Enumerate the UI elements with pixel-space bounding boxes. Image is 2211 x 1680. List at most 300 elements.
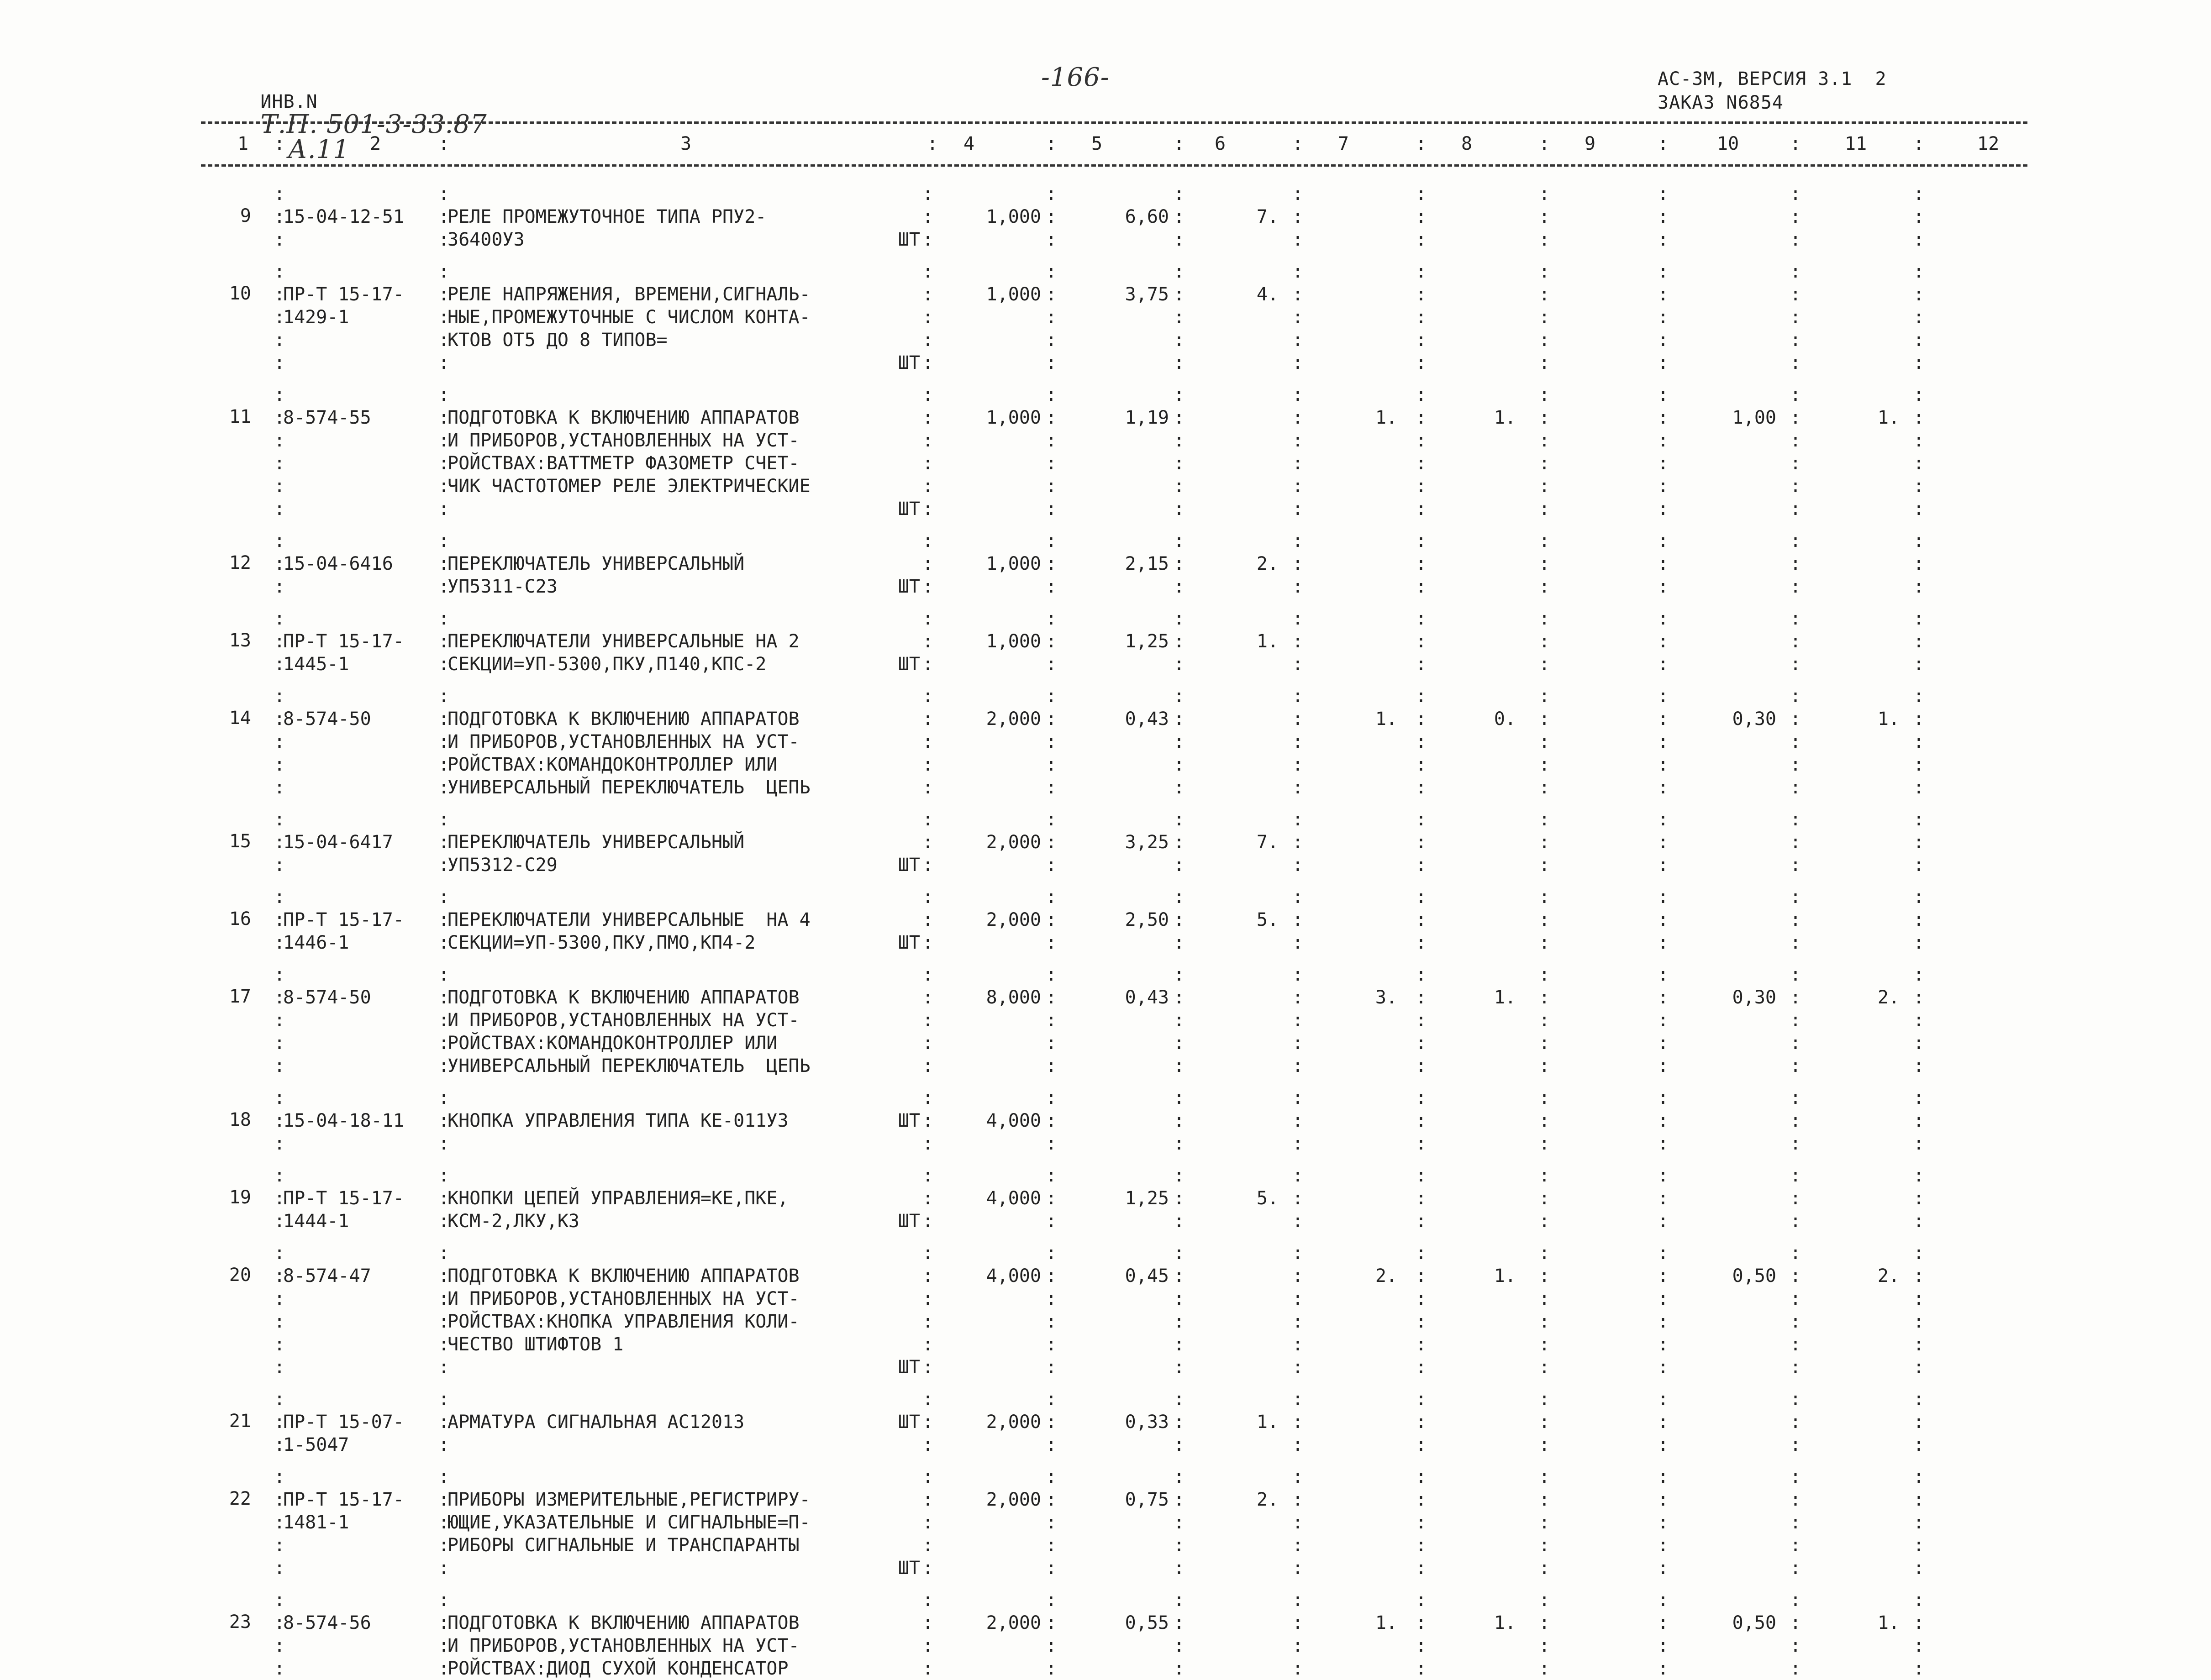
column-header: 3 — [680, 133, 692, 154]
cell-separator: : — [922, 686, 934, 707]
cell-separator: : — [1790, 430, 1801, 451]
cell-separator: : — [1658, 832, 1669, 853]
cell-separator: : — [922, 1188, 934, 1209]
cell-separator: : — [1539, 530, 1550, 551]
cell-separator: : — [1658, 1211, 1669, 1232]
cell-separator: : — [274, 987, 285, 1008]
cell-separator: : — [922, 476, 934, 497]
cell-separator: : — [1046, 1033, 1057, 1054]
cell-separator: : — [1046, 1334, 1057, 1355]
cell-separator: : — [1790, 284, 1801, 305]
cell-separator: : — [1913, 1033, 1925, 1054]
cell-c4: 2,000 — [986, 832, 1041, 853]
cell-separator: : — [922, 1133, 934, 1154]
cell-separator: : — [438, 476, 450, 497]
cell-c6: 5. — [1256, 1188, 1279, 1209]
cell-separator: : — [1913, 608, 1925, 629]
cell-separator: : — [1046, 430, 1057, 451]
cell-separator: : — [922, 731, 934, 752]
row-description: ПЕРЕКЛЮЧАТЕЛИ УНИВЕРСАЛЬНЫЕ НА 2 — [447, 631, 800, 652]
cell-separator: : — [1539, 654, 1550, 675]
cell-separator: : — [922, 1288, 934, 1309]
cell-separator: : — [1913, 284, 1925, 305]
cell-separator: : — [1790, 1211, 1801, 1232]
row-description: НЫЕ,ПРОМЕЖУТОЧНЫЕ С ЧИСЛОМ КОНТА- — [447, 307, 811, 328]
cell-separator: : — [1174, 608, 1185, 629]
cell-separator: : — [1174, 1357, 1185, 1378]
cell-separator: : — [438, 932, 450, 953]
cell-separator: : — [1913, 887, 1925, 908]
cell-c4: 2,000 — [986, 1489, 1041, 1510]
cell-separator: : — [1539, 932, 1550, 953]
row-unit: ШТ — [898, 352, 920, 373]
cell-separator: : — [438, 1211, 450, 1232]
cell-separator: : — [1416, 987, 1427, 1008]
column-header: 7 — [1338, 133, 1349, 154]
cell-separator: : — [274, 307, 285, 328]
cell-separator: : — [1658, 1434, 1669, 1455]
cell-separator: : — [1174, 1612, 1185, 1633]
cell-separator: : — [1046, 1265, 1057, 1286]
cell-separator: : — [1046, 184, 1057, 205]
cell-separator: : — [1658, 1412, 1669, 1433]
cell-separator: : — [274, 1357, 285, 1378]
cell-separator: : — [1174, 1087, 1185, 1108]
cell-separator: : — [1174, 530, 1185, 551]
cell-separator: : — [1539, 731, 1550, 752]
cell-separator: : — [1416, 284, 1427, 305]
row-description: АРМАТУРА СИГНАЛЬНАЯ АС12013 — [447, 1412, 745, 1433]
row-description: И ПРИБОРОВ,УСТАНОВЛЕННЫХ НА УСТ- — [447, 731, 800, 752]
row-description: ПОДГОТОВКА К ВКЛЮЧЕНИЮ АППАРАТОВ — [447, 709, 800, 730]
column-separator: : — [1790, 133, 1801, 154]
cell-separator: : — [1416, 576, 1427, 597]
cell-separator: : — [1416, 384, 1427, 405]
cell-separator: : — [1292, 453, 1304, 474]
row-description: РОЙСТВАХ:КОМАНДОКОНТРОЛЛЕР ИЛИ — [447, 1033, 778, 1054]
cell-separator: : — [438, 1133, 450, 1154]
cell-separator: : — [1790, 1412, 1801, 1433]
row-number: 11 — [229, 406, 251, 427]
cell-separator: : — [1539, 1188, 1550, 1209]
cell-separator: : — [1292, 1635, 1304, 1656]
cell-separator: : — [1790, 1110, 1801, 1131]
row-code: 15-04-12-51 — [283, 206, 404, 227]
row-code: 1444-1 — [283, 1211, 349, 1232]
cell-separator: : — [438, 430, 450, 451]
cell-separator: : — [1174, 553, 1185, 574]
cell-separator: : — [274, 1535, 285, 1556]
cell-c5: 3,75 — [1125, 284, 1169, 305]
cell-separator: : — [274, 709, 285, 730]
cell-separator: : — [438, 855, 450, 876]
row-unit: ШТ — [898, 1110, 920, 1131]
cell-separator: : — [274, 1489, 285, 1510]
cell-separator: : — [1174, 987, 1185, 1008]
cell-separator: : — [1539, 261, 1550, 282]
cell-c4: 4,000 — [986, 1265, 1041, 1286]
cell-separator: : — [1658, 206, 1669, 227]
cell-separator: : — [1913, 1265, 1925, 1286]
cell-separator: : — [922, 576, 934, 597]
cell-separator: : — [274, 1590, 285, 1611]
cell-separator: : — [1046, 453, 1057, 474]
cell-separator: : — [1046, 964, 1057, 985]
cell-separator: : — [438, 608, 450, 629]
cell-separator: : — [1416, 530, 1427, 551]
cell-separator: : — [1539, 352, 1550, 373]
cell-separator: : — [1658, 1133, 1669, 1154]
row-description: ПОДГОТОВКА К ВКЛЮЧЕНИЮ АППАРАТОВ — [447, 1612, 800, 1633]
cell-separator: : — [274, 1265, 285, 1286]
cell-separator: : — [1913, 1288, 1925, 1309]
cell-separator: : — [1658, 284, 1669, 305]
cell-separator: : — [1292, 754, 1304, 775]
cell-separator: : — [1174, 576, 1185, 597]
cell-separator: : — [1046, 832, 1057, 853]
cell-separator: : — [274, 430, 285, 451]
cell-separator: : — [1046, 476, 1057, 497]
cell-separator: : — [1539, 1535, 1550, 1556]
cell-separator: : — [1790, 1612, 1801, 1633]
cell-separator: : — [1174, 1165, 1185, 1186]
cell-separator: : — [1292, 777, 1304, 798]
cell-separator: : — [1292, 1165, 1304, 1186]
cell-separator: : — [922, 631, 934, 652]
cell-separator: : — [1046, 1087, 1057, 1108]
cell-c5: 3,25 — [1125, 832, 1169, 853]
cell-separator: : — [1913, 1466, 1925, 1487]
cell-separator: : — [1913, 809, 1925, 830]
cell-separator: : — [1046, 777, 1057, 798]
cell-c5: 2,15 — [1125, 553, 1169, 574]
cell-separator: : — [1913, 1489, 1925, 1510]
cell-separator: : — [1539, 887, 1550, 908]
cell-c7: 3. — [1375, 987, 1397, 1008]
cell-separator: : — [922, 1612, 934, 1633]
cell-separator: : — [1174, 832, 1185, 853]
row-number: 23 — [229, 1612, 251, 1633]
cell-separator: : — [1416, 1466, 1427, 1487]
cell-c5: 1,25 — [1125, 1188, 1169, 1209]
cell-separator: : — [1658, 384, 1669, 405]
cell-separator: : — [1913, 686, 1925, 707]
cell-separator: : — [1913, 430, 1925, 451]
cell-separator: : — [1174, 1243, 1185, 1264]
cell-separator: : — [274, 1087, 285, 1108]
cell-separator: : — [1539, 1165, 1550, 1186]
cell-separator: : — [1913, 553, 1925, 574]
cell-separator: : — [1790, 1489, 1801, 1510]
row-number: 19 — [229, 1187, 251, 1208]
cell-separator: : — [274, 1434, 285, 1455]
cell-separator: : — [1174, 631, 1185, 652]
cell-separator: : — [1292, 1288, 1304, 1309]
cell-separator: : — [1292, 1489, 1304, 1510]
cell-separator: : — [1416, 1110, 1427, 1131]
cell-separator: : — [1790, 1311, 1801, 1332]
cell-separator: : — [922, 499, 934, 520]
cell-separator: : — [1539, 330, 1550, 351]
cell-separator: : — [274, 631, 285, 652]
cell-separator: : — [1658, 1033, 1669, 1054]
order-number: ЗАКАЗ N6854 — [1658, 92, 1784, 113]
column-header: 11 — [1845, 133, 1867, 154]
cell-c6: 5. — [1256, 909, 1279, 930]
row-code: 15-04-18-11 — [283, 1110, 404, 1131]
cell-c4: 2,000 — [986, 709, 1041, 730]
cell-separator: : — [922, 709, 934, 730]
cell-c7: 1. — [1375, 709, 1397, 730]
cell-separator: : — [1174, 731, 1185, 752]
cell-separator: : — [1790, 307, 1801, 328]
cell-separator: : — [1539, 987, 1550, 1008]
cell-separator: : — [1790, 1535, 1801, 1556]
cell-separator: : — [1046, 1010, 1057, 1031]
cell-separator: : — [922, 1558, 934, 1579]
cell-separator: : — [1174, 229, 1185, 250]
cell-separator: : — [922, 809, 934, 830]
header-rule — [201, 164, 2027, 167]
cell-separator: : — [1913, 330, 1925, 351]
cell-separator: : — [1416, 453, 1427, 474]
cell-separator: : — [274, 1055, 285, 1076]
cell-separator: : — [1790, 407, 1801, 428]
cell-separator: : — [1174, 1010, 1185, 1031]
column-header: 8 — [1461, 133, 1473, 154]
cell-separator: : — [1046, 1412, 1057, 1433]
cell-separator: : — [1292, 1211, 1304, 1232]
cell-separator: : — [1292, 499, 1304, 520]
cell-separator: : — [1292, 384, 1304, 405]
row-code: 15-04-6417 — [283, 832, 393, 853]
cell-c6: 2. — [1256, 553, 1279, 574]
cell-separator: : — [1658, 1512, 1669, 1533]
cell-separator: : — [1046, 855, 1057, 876]
cell-separator: : — [1658, 1612, 1669, 1633]
cell-separator: : — [438, 1535, 450, 1556]
inventory-number-handwritten: Т.П. 501-3-33.87 — [260, 110, 487, 139]
cell-separator: : — [1174, 1635, 1185, 1656]
cell-separator: : — [922, 1033, 934, 1054]
cell-separator: : — [438, 1512, 450, 1533]
row-unit: ШТ — [898, 855, 920, 876]
row-code: 8-574-50 — [283, 987, 371, 1008]
cell-separator: : — [1790, 453, 1801, 474]
cell-separator: : — [922, 855, 934, 876]
cell-separator: : — [1790, 206, 1801, 227]
cell-separator: : — [1416, 430, 1427, 451]
cell-separator: : — [1539, 1512, 1550, 1533]
row-description: РЕЛЕ НАПРЯЖЕНИЯ, ВРЕМЕНИ,СИГНАЛЬ- — [447, 284, 811, 305]
row-description: ПРИБОРЫ ИЗМЕРИТЕЛЬНЫЕ,РЕГИСТРИРУ- — [447, 1489, 811, 1510]
cell-separator: : — [1658, 631, 1669, 652]
cell-separator: : — [1539, 1243, 1550, 1264]
row-description: И ПРИБОРОВ,УСТАНОВЛЕННЫХ НА УСТ- — [447, 1635, 800, 1656]
cell-separator: : — [274, 832, 285, 853]
cell-separator: : — [1416, 261, 1427, 282]
row-number: 12 — [229, 552, 251, 573]
sheet-handwritten: А.11 — [288, 135, 350, 164]
cell-separator: : — [438, 229, 450, 250]
cell-separator: : — [1658, 777, 1669, 798]
cell-separator: : — [922, 284, 934, 305]
cell-separator: : — [1658, 731, 1669, 752]
cell-separator: : — [922, 1110, 934, 1131]
cell-c4: 8,000 — [986, 987, 1041, 1008]
cell-separator: : — [1292, 909, 1304, 930]
cell-separator: : — [1416, 909, 1427, 930]
cell-separator: : — [1292, 887, 1304, 908]
cell-separator: : — [1658, 887, 1669, 908]
cell-separator: : — [274, 352, 285, 373]
cell-separator: : — [1174, 1658, 1185, 1679]
cell-separator: : — [1046, 1211, 1057, 1232]
cell-separator: : — [1913, 1188, 1925, 1209]
cell-separator: : — [274, 530, 285, 551]
cell-separator: : — [1539, 453, 1550, 474]
cell-separator: : — [1292, 1033, 1304, 1054]
cell-separator: : — [1790, 1133, 1801, 1154]
column-header: 1 — [237, 133, 249, 154]
cell-separator: : — [1292, 307, 1304, 328]
row-description: РОЙСТВАХ:ВАТТМЕТР ФАЗОМЕТР СЧЕТ- — [447, 453, 800, 474]
cell-separator: : — [274, 1612, 285, 1633]
cell-separator: : — [1416, 1087, 1427, 1108]
cell-separator: : — [922, 330, 934, 351]
cell-separator: : — [1658, 1635, 1669, 1656]
cell-separator: : — [1174, 1110, 1185, 1131]
cell-separator: : — [1046, 1489, 1057, 1510]
row-number: 15 — [229, 831, 251, 852]
cell-separator: : — [1174, 284, 1185, 305]
cell-separator: : — [922, 229, 934, 250]
cell-separator: : — [1539, 709, 1550, 730]
cell-separator: : — [922, 530, 934, 551]
cell-separator: : — [1539, 384, 1550, 405]
column-header: 2 — [370, 133, 381, 154]
row-description: УНИВЕРСАЛЬНЫЙ ПЕРЕКЛЮЧАТЕЛЬ ЦЕПЬ — [447, 777, 811, 798]
cell-separator: : — [922, 1265, 934, 1286]
cell-c6: 4. — [1256, 284, 1279, 305]
row-unit: ШТ — [898, 1412, 920, 1433]
cell-separator: : — [1174, 430, 1185, 451]
cell-separator: : — [1046, 686, 1057, 707]
cell-separator: : — [1658, 184, 1669, 205]
cell-separator: : — [438, 1311, 450, 1332]
row-code: ПР-Т 15-17- — [283, 631, 404, 652]
cell-separator: : — [438, 1489, 450, 1510]
cell-separator: : — [1046, 987, 1057, 1008]
cell-separator: : — [1539, 476, 1550, 497]
cell-c10: 0,30 — [1732, 987, 1776, 1008]
cell-separator: : — [1416, 499, 1427, 520]
cell-separator: : — [274, 731, 285, 752]
cell-separator: : — [1174, 1512, 1185, 1533]
cell-separator: : — [1913, 855, 1925, 876]
cell-separator: : — [274, 1389, 285, 1410]
cell-separator: : — [1416, 731, 1427, 752]
cell-separator: : — [922, 1311, 934, 1332]
cell-separator: : — [1292, 809, 1304, 830]
cell-separator: : — [438, 1658, 450, 1679]
cell-separator: : — [1658, 499, 1669, 520]
cell-separator: : — [438, 1188, 450, 1209]
column-separator: : — [1658, 133, 1669, 154]
cell-separator: : — [1416, 307, 1427, 328]
row-unit: ШТ — [898, 499, 920, 520]
cell-separator: : — [1913, 576, 1925, 597]
cell-c8: 1. — [1494, 987, 1516, 1008]
cell-separator: : — [1416, 1389, 1427, 1410]
cell-separator: : — [1539, 206, 1550, 227]
cell-c5: 0,33 — [1125, 1412, 1169, 1433]
cell-separator: : — [438, 754, 450, 775]
row-number: 10 — [229, 283, 251, 304]
cell-c11: 1. — [1877, 407, 1900, 428]
cell-separator: : — [1292, 855, 1304, 876]
cell-separator: : — [1174, 932, 1185, 953]
cell-separator: : — [1658, 261, 1669, 282]
cell-separator: : — [1416, 608, 1427, 629]
cell-separator: : — [1292, 1558, 1304, 1579]
cell-separator: : — [922, 654, 934, 675]
cell-separator: : — [1790, 1434, 1801, 1455]
cell-separator: : — [1046, 1590, 1057, 1611]
row-code: 1445-1 — [283, 654, 349, 675]
cell-separator: : — [438, 553, 450, 574]
cell-c5: 6,60 — [1125, 206, 1169, 227]
cell-separator: : — [1790, 384, 1801, 405]
cell-separator: : — [1658, 1265, 1669, 1286]
cell-separator: : — [922, 261, 934, 282]
cell-separator: : — [1046, 1055, 1057, 1076]
cell-separator: : — [1913, 1658, 1925, 1679]
cell-separator: : — [1790, 1590, 1801, 1611]
cell-separator: : — [1292, 430, 1304, 451]
column-header: 9 — [1585, 133, 1596, 154]
cell-separator: : — [1790, 964, 1801, 985]
cell-c6: 7. — [1256, 206, 1279, 227]
cell-separator: : — [1416, 855, 1427, 876]
cell-separator: : — [1416, 1658, 1427, 1679]
cell-separator: : — [1913, 1412, 1925, 1433]
cell-separator: : — [922, 307, 934, 328]
row-description: РОЙСТВАХ:КОМАНДОКОНТРОЛЛЕР ИЛИ — [447, 754, 778, 775]
row-code: ПР-Т 15-17- — [283, 284, 404, 305]
cell-separator: : — [438, 777, 450, 798]
cell-separator: : — [1174, 654, 1185, 675]
cell-separator: : — [1174, 1558, 1185, 1579]
cell-separator: : — [1292, 206, 1304, 227]
row-unit: ШТ — [898, 229, 920, 250]
cell-separator: : — [922, 987, 934, 1008]
cell-separator: : — [922, 1590, 934, 1611]
cell-separator: : — [1658, 453, 1669, 474]
cell-separator: : — [1174, 407, 1185, 428]
cell-separator: : — [1658, 553, 1669, 574]
cell-separator: : — [1046, 499, 1057, 520]
cell-separator: : — [1046, 1635, 1057, 1656]
cell-separator: : — [274, 809, 285, 830]
column-header: 5 — [1091, 133, 1103, 154]
cell-separator: : — [1790, 1558, 1801, 1579]
cell-separator: : — [1292, 1466, 1304, 1487]
cell-separator: : — [1658, 1243, 1669, 1264]
cell-separator: : — [1416, 476, 1427, 497]
cell-separator: : — [1416, 887, 1427, 908]
cell-separator: : — [1046, 1558, 1057, 1579]
